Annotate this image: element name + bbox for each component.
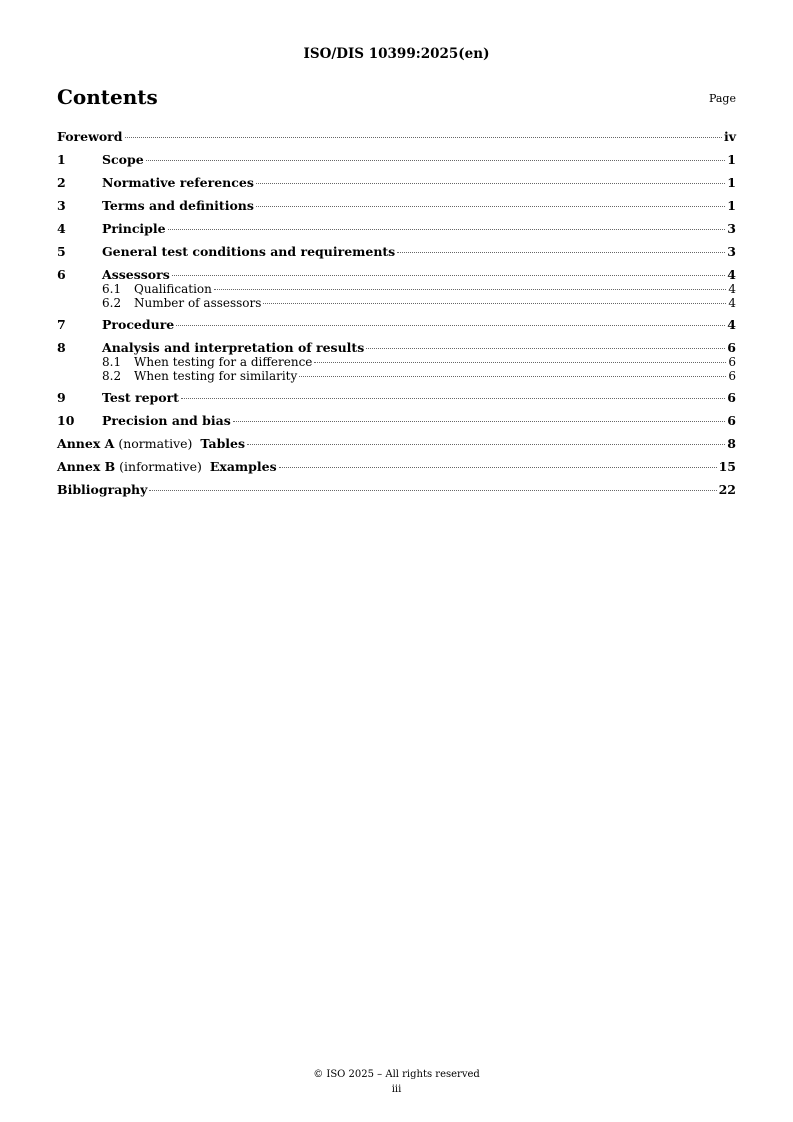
dot-leader <box>172 275 726 276</box>
page-column-label: Page <box>708 92 736 105</box>
dot-leader <box>168 229 726 230</box>
dot-leader <box>256 206 725 207</box>
toc-entry-title: Principle <box>102 221 166 236</box>
toc-entry[interactable] <box>57 283 736 297</box>
toc-entry-title: Number of assessors <box>134 295 262 310</box>
annex-qualifier: (informative) <box>115 459 210 474</box>
toc-entry-title: Bibliography <box>57 482 148 497</box>
toc-entry-title: Qualification <box>134 282 212 296</box>
toc-entry[interactable] <box>57 390 736 406</box>
dot-leader <box>397 252 725 253</box>
toc-entry-page: 6 <box>727 340 736 355</box>
toc-entry[interactable] <box>57 340 736 356</box>
toc-entry-page: 1 <box>727 198 736 213</box>
toc-entry-number: 9 <box>57 390 66 405</box>
toc-entry-page: 1 <box>727 152 736 167</box>
annex-title: Examples <box>209 459 277 474</box>
toc-entry-title: Foreword <box>57 129 123 144</box>
toc-entry-page: 22 <box>718 482 736 497</box>
toc-entry-number: 8.1 <box>102 355 122 369</box>
toc-entry[interactable] <box>57 356 736 370</box>
toc-entry-title: Scope <box>102 152 144 167</box>
toc-entry[interactable] <box>57 198 736 214</box>
toc-entry-title: Normative references <box>102 175 254 190</box>
toc-entry-number: 7 <box>57 317 66 332</box>
toc-entry-number: 8.2 <box>102 368 122 383</box>
annex-qualifier: (normative) <box>114 436 201 451</box>
toc-entry-page: 6 <box>727 413 736 428</box>
toc-entry-page: 4 <box>727 267 736 282</box>
toc-entry-number: 6.2 <box>102 295 122 310</box>
toc-entry-page: 4 <box>728 295 736 310</box>
toc-entry[interactable] <box>57 482 736 498</box>
toc-entry-title: Annex B (informative) Examples <box>57 459 277 474</box>
toc-entry-page: 3 <box>727 221 736 236</box>
page-footer <box>0 1067 793 1097</box>
annex-title: Tables <box>200 436 246 451</box>
toc-entry-page: 3 <box>727 244 736 259</box>
document-id-header: ISO/DIS 10399:2025(en) <box>303 46 490 62</box>
toc-entry-page: 6 <box>728 368 736 383</box>
toc-entry-number: 5 <box>57 244 66 259</box>
toc-entry-number: 8 <box>57 340 66 355</box>
toc-entry-page: 6 <box>728 355 736 369</box>
toc-entry[interactable] <box>57 297 736 311</box>
dot-leader <box>214 289 726 290</box>
toc-entry-page: 4 <box>727 317 736 332</box>
toc-entry-title: Annex A (normative) Tables <box>57 436 246 451</box>
toc-entry-title: When testing for similarity <box>134 368 298 383</box>
toc-entry[interactable] <box>57 129 736 145</box>
toc-entry-title: General test conditions and requirements <box>102 244 396 259</box>
dot-leader <box>279 467 717 468</box>
toc-entry-page: iv <box>723 129 736 144</box>
contents-heading: Contents <box>57 85 158 109</box>
dot-leader <box>181 398 725 399</box>
toc-entry-title: Test report <box>102 390 179 405</box>
toc-entry-page: 6 <box>727 390 736 405</box>
toc-entry[interactable] <box>57 175 736 191</box>
dot-leader <box>149 490 716 491</box>
toc-entry-title: Procedure <box>102 317 175 332</box>
dot-leader <box>233 421 726 422</box>
table-of-contents <box>57 129 736 498</box>
dot-leader <box>314 362 726 363</box>
dot-leader <box>299 376 726 377</box>
toc-entry[interactable] <box>57 221 736 237</box>
toc-entry[interactable] <box>57 370 736 384</box>
toc-entry-number: 3 <box>57 198 66 213</box>
dot-leader <box>176 325 725 326</box>
toc-entry-title: Analysis and interpretation of results <box>102 340 365 355</box>
toc-entry[interactable] <box>57 459 736 475</box>
toc-entry[interactable] <box>57 244 736 260</box>
toc-entry-number: 2 <box>57 175 66 190</box>
dot-leader <box>247 444 725 445</box>
dot-leader <box>263 303 726 304</box>
dot-leader <box>366 348 725 349</box>
toc-entry-title: Assessors <box>102 267 170 282</box>
toc-entry-number: 1 <box>57 152 66 167</box>
dot-leader <box>125 137 722 138</box>
page-number: iii <box>391 1084 402 1095</box>
dot-leader <box>256 183 725 184</box>
toc-entry-title: Precision and bias <box>102 413 231 428</box>
toc-entry[interactable] <box>57 436 736 452</box>
toc-entry-page: 1 <box>727 175 736 190</box>
toc-entry[interactable] <box>57 267 736 283</box>
toc-entry-page: 8 <box>727 436 736 451</box>
toc-entry-title: When testing for a difference <box>134 355 313 369</box>
toc-entry[interactable] <box>57 413 736 429</box>
toc-entry[interactable] <box>57 317 736 333</box>
dot-leader <box>146 160 726 161</box>
toc-entry-number: 6 <box>57 267 66 282</box>
toc-entry-title: Terms and definitions <box>102 198 254 213</box>
toc-entry-number: 10 <box>57 413 75 428</box>
toc-entry-number: 4 <box>57 221 66 236</box>
toc-entry[interactable] <box>57 152 736 168</box>
toc-entry-number: 6.1 <box>102 282 122 296</box>
copyright-notice: © ISO 2025 – All rights reserved <box>313 1069 480 1080</box>
toc-entry-page: 15 <box>718 459 736 474</box>
toc-entry-page: 4 <box>728 282 736 296</box>
